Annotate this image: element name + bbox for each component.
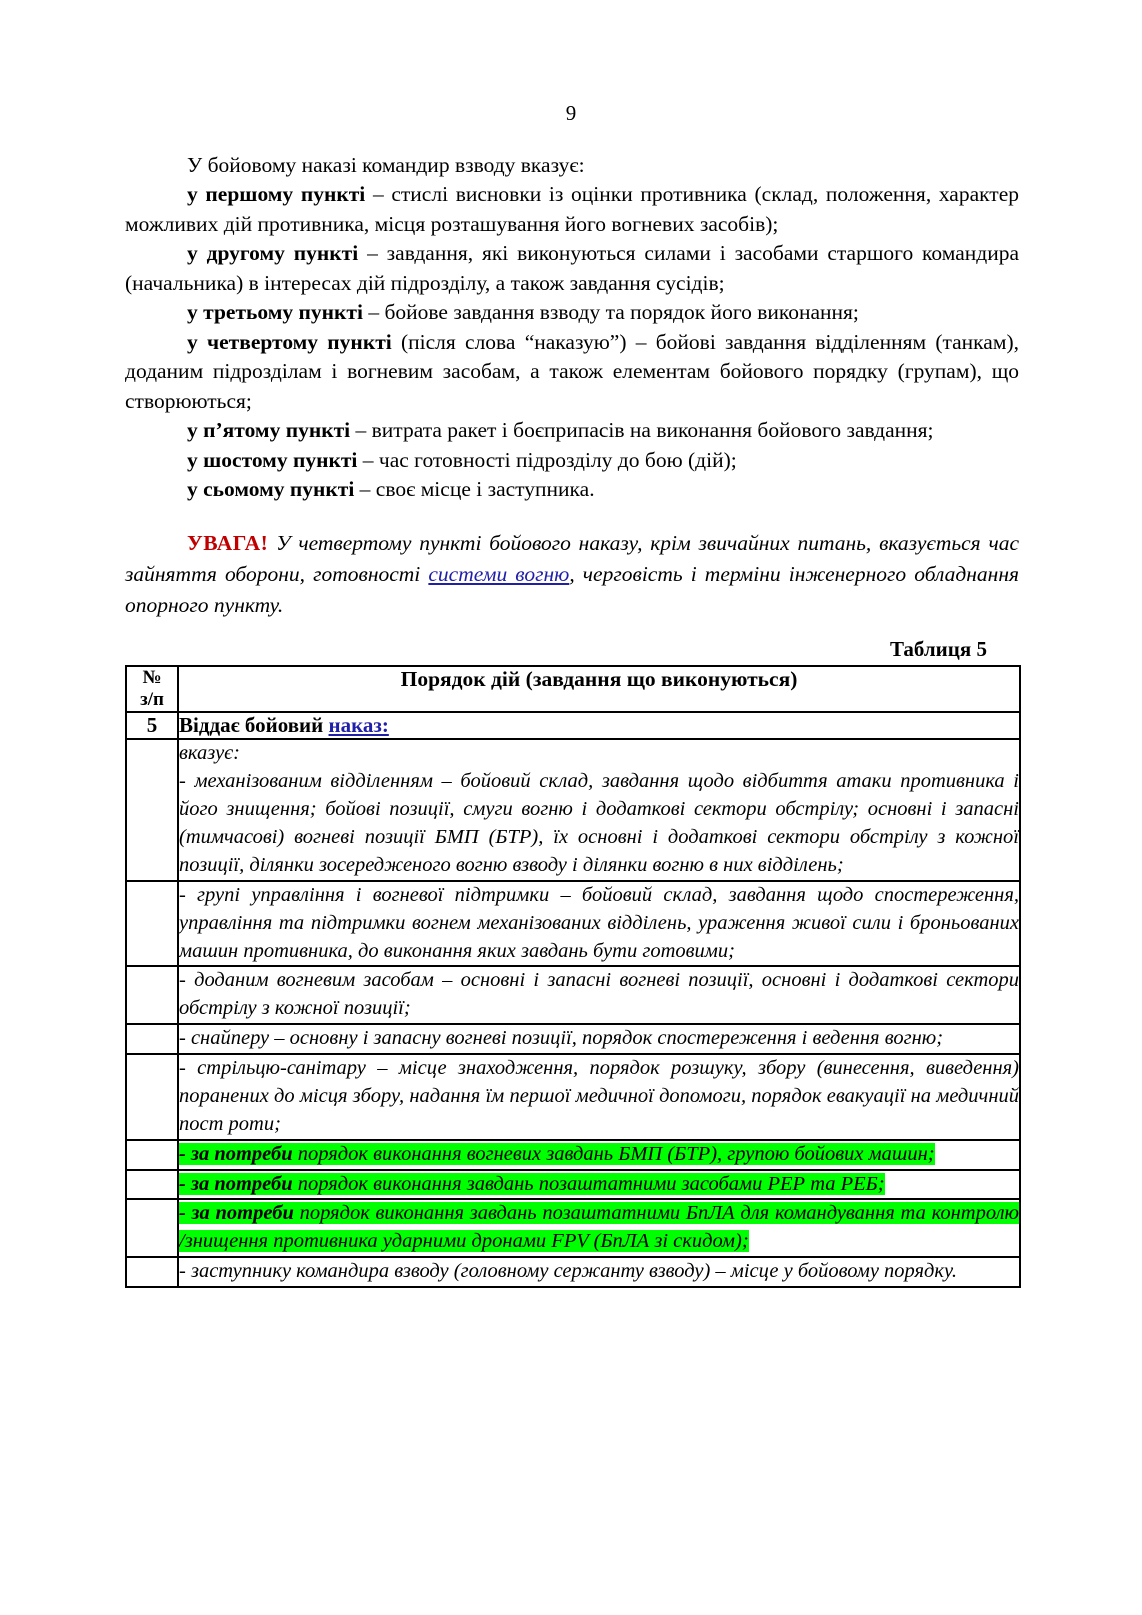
attention-note: [125, 528, 1019, 620]
attention-text-before-link: У четвертому пункті бойового наказу, крім звичайних питань, вказується час зайняття оборони, готовності: [125, 531, 1019, 587]
row-content-cell: [178, 712, 1020, 739]
row-content-cell: [178, 1024, 1020, 1054]
row-content-cell: [178, 1054, 1020, 1140]
table-row-highlighted: [126, 1170, 1020, 1200]
row-rest-text: порядок виконання завдань позаштатними БпЛА для командування та контролю /знищення противника ударними дронами FPV (БпЛА зі скидом);: [179, 1202, 1019, 1253]
row-content-cell: [178, 1199, 1020, 1257]
paragraph-point-1: [125, 180, 1019, 239]
row-bold-lead: - за потреби: [179, 1142, 293, 1165]
paragraph-lead: [125, 151, 1019, 180]
table-row: [126, 1257, 1020, 1287]
table-row: [126, 966, 1020, 1024]
paragraph-point-7: [125, 475, 1019, 504]
table-row: [126, 1024, 1020, 1054]
row-number-cell: [126, 881, 178, 967]
row-line: - заступнику командира взводу (головному сержанту взводу) – місце у бойовому порядку.: [179, 1260, 957, 1283]
highlighted-text: [179, 1173, 885, 1195]
paragraph-point-3: [125, 298, 1019, 327]
paragraph-point-4: [125, 328, 1019, 416]
table-header-number-line2: з/п: [140, 689, 164, 711]
row-content-cell: [178, 739, 1020, 880]
attention-badge: УВАГА!: [187, 531, 269, 556]
table-row: [126, 1054, 1020, 1140]
page-number: 9: [565, 101, 577, 125]
highlighted-text: [179, 1143, 935, 1165]
row-number-cell: [126, 1170, 178, 1200]
table-header-number: [126, 666, 178, 713]
table-header-main: Порядок дій (завдання що виконуються): [178, 666, 1020, 713]
table-row-highlighted: [126, 1140, 1020, 1170]
row-number-cell: [126, 1024, 178, 1054]
point-7-label: у сьомому пункті: [187, 476, 355, 501]
point-4-text: (після слова “наказую”) – бойові завдання відділенням (танкам), доданим підрозділам і вогневим засобам, а також елементам бойового порядку (групам), що створюються;: [125, 329, 1019, 413]
row-rest-text: порядок виконання вогневих завдань БМП (БТР), групою бойових машин;: [292, 1142, 935, 1165]
order-actions-table: [125, 665, 1021, 1288]
row-number-cell: [126, 1054, 178, 1140]
point-6-text: – час готовності підрозділу до бою (дій);: [357, 447, 737, 472]
row-content-cell: [178, 1140, 1020, 1170]
row-content-cell: [178, 881, 1020, 967]
point-4-label: у четвертому пункті: [187, 329, 392, 354]
row-line: [179, 1200, 1019, 1256]
point-3-label: у третьому пункті: [187, 300, 363, 325]
attention-text-after-link: , черговість і терміни інженерного обладнання опорного пункту.: [125, 562, 1019, 617]
table-row: [126, 739, 1020, 880]
row-number-cell: 5: [126, 712, 178, 739]
row-bold-lead: - за потреби: [179, 1202, 294, 1225]
row-number-cell: [126, 1140, 178, 1170]
point-5-text: – витрата ракет і боєприпасів на виконання бойового завдання;: [350, 418, 934, 443]
paragraph-point-6: [125, 446, 1019, 475]
point-3-text: – бойове завдання взводу та порядок його виконання;: [362, 300, 859, 325]
row-content-cell: [178, 1170, 1020, 1200]
row-line: [179, 1141, 1019, 1169]
row-rest-text: порядок виконання завдань позаштатними засобами РЕР та РЕБ;: [292, 1172, 885, 1195]
lead-text: У бойовому наказі командир взводу вказує:: [187, 153, 585, 177]
row-title-text: Віддає бойовий: [179, 713, 329, 738]
paragraph-point-5: [125, 416, 1019, 445]
point-6-label: у шостому пункті: [187, 447, 358, 472]
table-row: [126, 881, 1020, 967]
row-content-cell: [178, 1257, 1020, 1287]
link-systema-vognyu[interactable]: системи вогню: [428, 562, 570, 587]
row-line: вказує:: [179, 742, 240, 765]
link-nakaz[interactable]: наказ:: [328, 713, 389, 738]
table-row-highlighted: [126, 1199, 1020, 1257]
table-caption: Таблиця 5: [889, 636, 987, 661]
row-line: - стрільцю-санітару – місце знаходження, порядок розшуку, збору (винесення, виведення) поранених до місця збору, надання їм першої медичної допомоги, порядок евакуації на медичний пост роти;: [179, 1057, 1019, 1135]
row-line: - групі управління і вогневої підтримки – бойовий склад, завдання щодо спостереження, управління та підтримки вогнем механізованих відділень, ураження живої сили і броньованих машин противника, до виконання яких завдань бути готовими;: [179, 883, 1019, 962]
point-1-label: у першому пункті: [187, 182, 366, 207]
row-line: [179, 1171, 1019, 1199]
row-line: - механізованим відділенням – бойовий склад, завдання щодо відбиття атаки противника і його знищення; бойові позиції, смуги вогню і додаткові сектори обстрілу; основні і запасні (тимчасові) вогневі позиції БМП (БТР), їх основні і додаткові сектори обстрілу з кожної позиції, ділянки зосередженого вогню взводу і ділянки вогню в них відділень;: [179, 770, 1019, 876]
row-line: - снайперу – основну і запасну вогневі позиції, порядок спостереження і ведення вогню;: [179, 1027, 944, 1050]
page-content: [121, 151, 1021, 1288]
row-number-cell: [126, 966, 178, 1024]
highlighted-text: [179, 1202, 1019, 1252]
row-line: - доданим вогневим засобам – основні і запасні вогневі позиції, основні і додаткові сектори обстрілу з кожної позиції;: [179, 969, 1019, 1020]
point-7-text: – своє місце і заступника.: [354, 476, 595, 501]
row-number-cell: [126, 1257, 178, 1287]
table-header-row: [126, 666, 1020, 713]
point-2-label: у другому пункті: [187, 241, 359, 266]
row-content-cell: [178, 966, 1020, 1024]
table-row: [126, 712, 1020, 739]
point-2-text: – завдання, які виконуються силами і засобами старшого командира (начальника) в інтересах дій підрозділу, а також завдання сусідів;: [125, 241, 1019, 295]
point-1-text: – стислі висновки із оцінки противника (склад, положення, характер можливих дій противника, місця розташування його вогневих засобів);: [125, 182, 1019, 236]
table-header-number-line1: №: [142, 666, 162, 688]
row-number-cell: [126, 1199, 178, 1257]
point-5-label: у п’ятому пункті: [187, 418, 351, 443]
row-number-cell: [126, 739, 178, 880]
row-bold-lead: - за потреби: [179, 1172, 293, 1195]
paragraph-point-2: [125, 239, 1019, 298]
